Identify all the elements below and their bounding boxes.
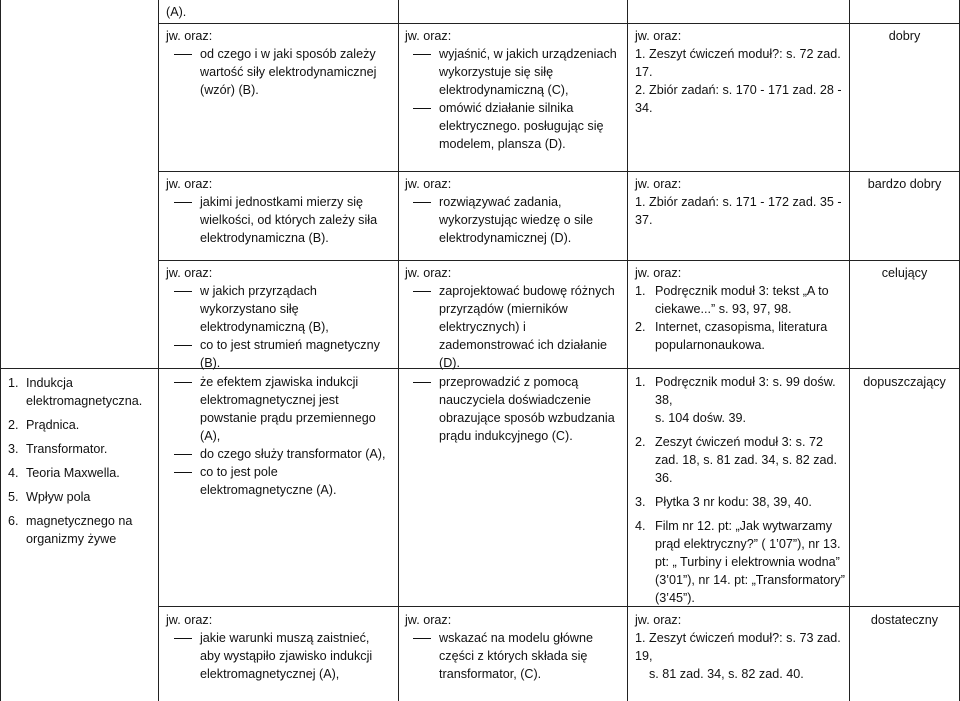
materials-item: 1. Zeszyt ćwiczeń moduł?: s. 73 zad. 19, xyxy=(635,631,841,663)
knows-item: co to jest pole elektromagnetyczne (A). xyxy=(166,463,391,499)
materials-item: 1. Podręcznik moduł 3: s. 99 dośw. 38, xyxy=(635,375,836,407)
jw-label: jw. oraz: xyxy=(405,266,452,280)
can-item: przeprowadzić z pomocą nauczyciela doświadczenie obrazujące sposób wzbudzania prądu indukcyjnego (C). xyxy=(405,373,620,445)
materials-item: 2. Internet, czasopisma, literatura popularnonaukowa. xyxy=(635,320,828,352)
materials-item: 2. Zbiór zadań: s. 170 - 171 zad. 28 - 34. xyxy=(635,83,842,115)
row-divider xyxy=(158,23,960,24)
knows-item: od czego i w jaki sposób zależy wartość siły elektrodynamicznej (wzór) (B). xyxy=(166,45,391,99)
knows-item: jakie warunki muszą zaistnieć, aby wystąpiło zjawisko indukcji elektromagnetycznej (A), xyxy=(166,629,391,683)
knows-cell xyxy=(166,175,391,247)
jw-label: jw. oraz: xyxy=(635,29,682,43)
can-cell xyxy=(405,264,620,372)
knows-item: że efektem zjawiska indukcji elektromagnetycznej jest powstanie prądu przemiennego (A), xyxy=(166,373,391,445)
jw-label: jw. oraz: xyxy=(635,266,682,280)
row-divider xyxy=(158,171,960,172)
topic-item: 5. Wpływ pola xyxy=(8,490,91,504)
grade-label: dobry xyxy=(888,29,921,43)
can-item: wskazać na modelu główne części z których składa się transformator, (C). xyxy=(405,629,620,683)
topic-item: 6. magnetycznego na organizmy żywe xyxy=(8,514,133,546)
topic-item: 2. Prądnica. xyxy=(8,418,80,432)
can-cell xyxy=(405,175,623,247)
top-fragment: (A). xyxy=(166,5,187,19)
column-divider xyxy=(849,0,850,701)
knows-item: w jakich przyrządach wykorzystano siłę elektrodynamiczną (B), xyxy=(166,282,391,336)
topic-item: 3. Transformator. xyxy=(8,442,108,456)
column-divider xyxy=(158,0,159,701)
jw-label: jw. oraz: xyxy=(166,29,213,43)
knows-item: do czego służy transformator (A), xyxy=(166,445,391,463)
materials-list xyxy=(635,373,845,607)
topics-list xyxy=(4,374,154,554)
knows-cell xyxy=(166,27,391,99)
grade-label: bardzo dobry xyxy=(867,177,942,191)
materials-item: 1. Zbiór zadań: s. 171 - 172 zad. 35 - 37. xyxy=(635,195,842,227)
table-border-left xyxy=(0,0,1,701)
grade-label: celujący xyxy=(881,266,928,280)
materials-item: s. 81 zad. 34, s. 82 zad. 40. xyxy=(649,667,804,681)
materials-cell xyxy=(635,611,843,683)
can-cell xyxy=(405,373,620,445)
knows-cell xyxy=(166,611,391,683)
materials-item: 2. Zeszyt ćwiczeń moduł 3: s. 72 zad. 18, s. 81 zad. 34, s. 82 zad. 36. xyxy=(635,435,838,485)
can-item: omówić działanie silnika elektrycznego. posługując się modelem, plansza (D). xyxy=(405,99,620,153)
jw-label: jw. oraz: xyxy=(405,29,452,43)
knows-cell xyxy=(166,373,391,499)
jw-label: jw. oraz: xyxy=(166,177,213,191)
grade-label: dostateczny xyxy=(870,613,939,627)
can-item: wyjaśnić, w jakich urządzeniach wykorzystuje się siłę elektrodynamiczną (C), xyxy=(405,45,620,99)
jw-label: jw. oraz: xyxy=(405,177,452,191)
jw-label: jw. oraz: xyxy=(405,613,452,627)
column-divider xyxy=(398,0,399,701)
topic-item: 4. Teoria Maxwella. xyxy=(8,466,120,480)
topic-item: 1. Indukcja elektromagnetyczna. xyxy=(8,376,143,408)
materials-item: 4. Film nr 12. pt: „Jak wytwarzamy prąd elektryczny?” ( 1‛07”), nr 13. pt: „ Turbiny i elektrownia wodna” (3‛01”), nr 14. pt: „Transformatory” (3‛45”). xyxy=(635,519,845,605)
knows-cell xyxy=(166,264,391,372)
materials-cell xyxy=(635,175,843,229)
jw-label: jw. oraz: xyxy=(166,613,213,627)
materials-cell xyxy=(635,27,843,117)
can-item: zaprojektować budowę różnych przyrządów (mierników elektrycznych) i zademonstrować ich działanie (D). xyxy=(405,282,620,372)
column-divider xyxy=(627,0,628,701)
knows-item: co to jest strumień magnetyczny (B). xyxy=(166,336,391,372)
can-cell xyxy=(405,27,620,153)
materials-cell xyxy=(635,373,845,607)
materials-cell xyxy=(635,264,843,354)
jw-label: jw. oraz: xyxy=(635,177,682,191)
materials-item: 1. Podręcznik moduł 3: tekst „A to ciekawe...” s. 93, 97, 98. xyxy=(635,284,829,316)
materials-item: s. 104 dośw. 39. xyxy=(655,411,747,425)
materials-item: 1. Zeszyt ćwiczeń moduł?: s. 72 zad. 17. xyxy=(635,47,841,79)
materials-list xyxy=(635,282,843,354)
materials-item: 3. Płytka 3 nr kodu: 38, 39, 40. xyxy=(635,495,812,509)
row-divider xyxy=(158,260,960,261)
knows-item: jakimi jednostkami mierzy się wielkości, od których zależy siła elektrodynamiczna (B). xyxy=(166,193,391,247)
grade-label: dopuszczający xyxy=(863,375,946,389)
jw-label: jw. oraz: xyxy=(635,613,682,627)
can-cell xyxy=(405,611,620,683)
can-item: rozwiązywać zadania, wykorzystując wiedzę o sile elektrodynamicznej (D). xyxy=(405,193,623,247)
jw-label: jw. oraz: xyxy=(166,266,213,280)
